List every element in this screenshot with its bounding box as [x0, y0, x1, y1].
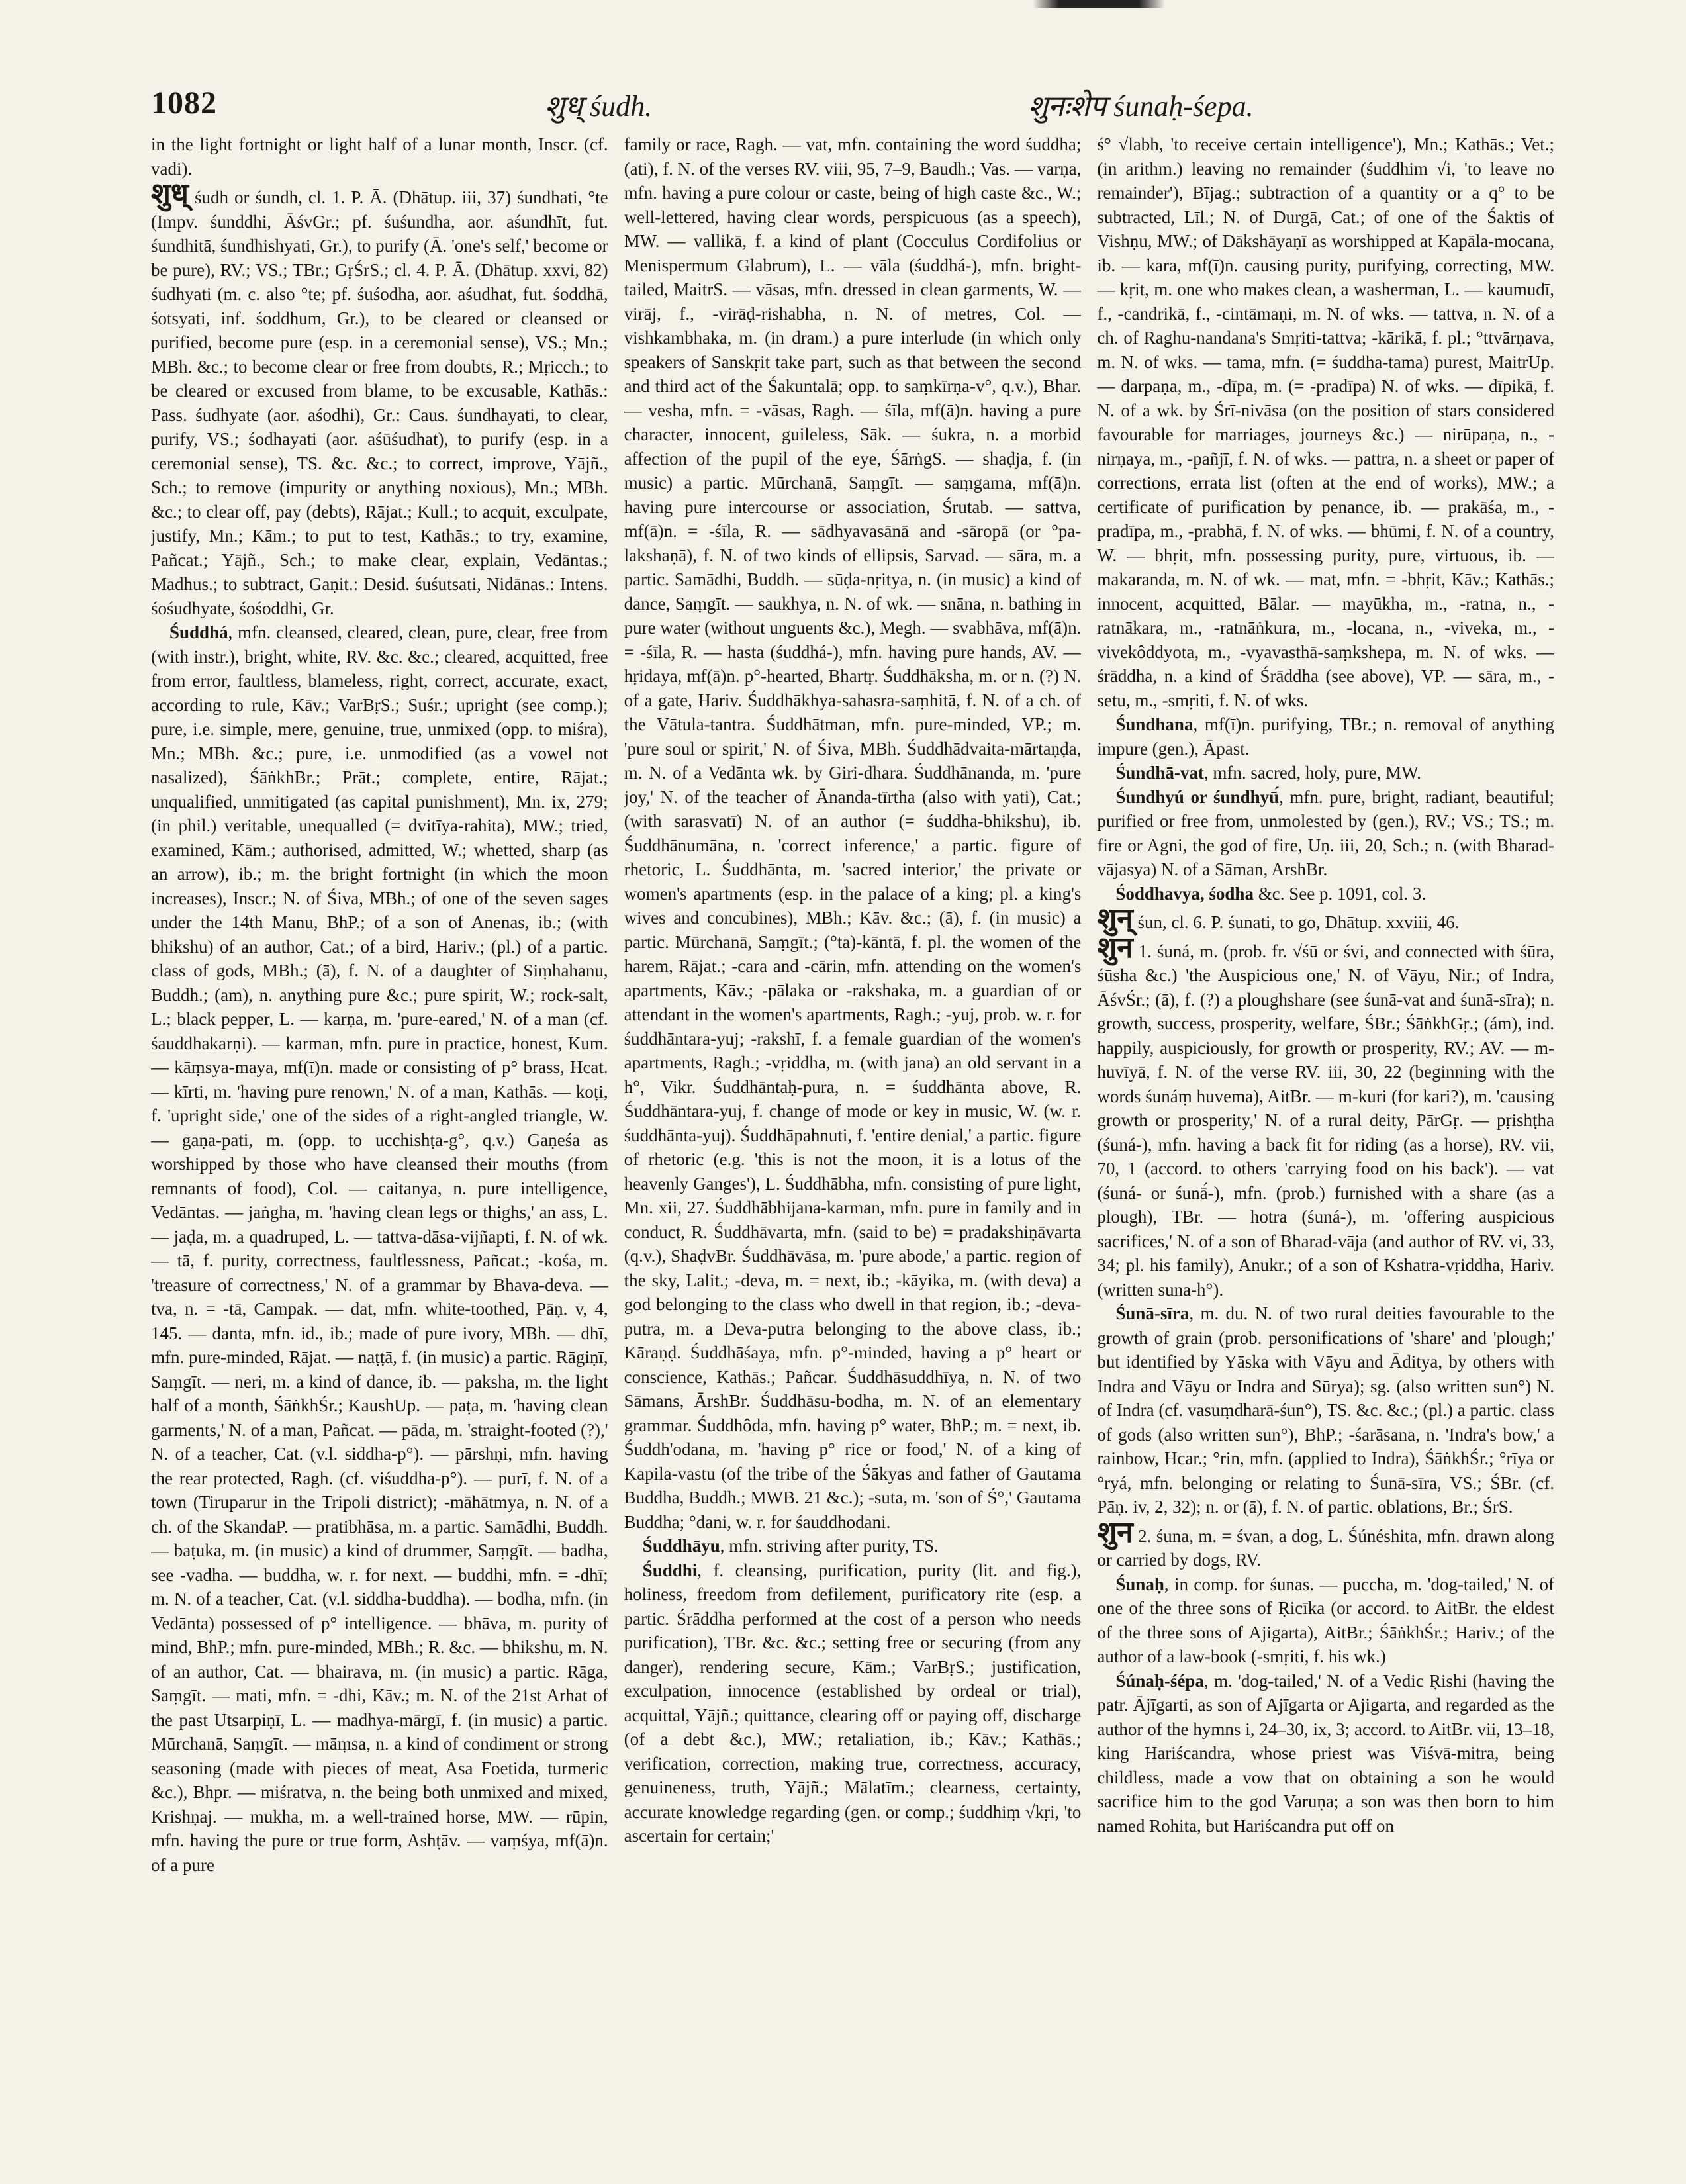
headword: Śunaḥ — [1115, 1574, 1164, 1594]
column-1 — [151, 132, 608, 2118]
entry-paragraph — [151, 620, 608, 1877]
entry-paragraph — [151, 177, 608, 620]
entry-text: , mfn. pure, bright, radiant, beautiful; purified or free from, unmolested by (gen.), RV.; VS.; TS.; m. fire or Agni, the god of fire, Uṇ. iii, 20, Sch.; n. (with Bharad-vājasya) N. of a Sāman, ArshBr. — [1097, 786, 1555, 879]
entry-text: 1. śuná, m. (prob. fr. √śū or śvi, and connected with śūra, śūsha &c.) 'the Auspicious one,' N. of Vāyu, Nir.; of Indra, ĀśvŚr.; (ā), f. (?) a ploughshare (see śunā-vat and śunā-sīra); n. growth, success, prosperity, welfare, ŚBr.; ŚāṅkhGṛ.; (ám), ind. happily, auspiciously, for growth or prosperity, RV.; AV. — m-huvīyā, f. N. of the verse RV. iii, 30, 22 (beginning with the words śunáṃ huvema), AitBr. — m-kuri (for kari?), m. 'causing growth or prosperity,' N. of a rural deity, PārGṛ. — pṛishṭha (śuná-), mfn. having a back fit for riding (as a horse), RV. vii, 70, 1 (accord. to others 'carrying food on his back'). — vat (śuná- or śunā́-), mfn. (prob.) furnished with a share (as a plough), TBr. — hotra (śuná-), m. 'offering auspicious sacrifices,' N. of a son of Bharad-vāja (and author of RV. vi, 33, 34; pl. his family), Anukr.; of a son of Kshatra-vṛiddha, Hariv. (written suna-h°). — [1097, 941, 1555, 1300]
entry-text: 2. śuna, m. = śvan, a dog, L. Śúnéshita, mfn. drawn along or carried by dogs, RV. — [1097, 1525, 1555, 1570]
headword: Śuddhāyu — [642, 1536, 720, 1556]
entry-text: , mfn. cleansed, cleared, clean, pure, clear, free from (with instr.), bright, white, RV. &c. &c.; cleared, acquitted, free from error, faultless, blameless, right, correct, accurate, exact, according to rule, Kāv.; VarBṛS.; Suśr.; upright (see comp.); pure, i.e. simple, mere, genuine, true, unmixed (opp. to miśra), Mn.; MBh. &c.; pure, i.e. unmodified (as a vowel not nasalized), ŚāṅkhBr.; Prāt.; complete, entire, Rājat.; unqualified, unmitigated (as capital punishment), Mn. ix, 279; (in phil.) veritable, unequalled (= dvitīya-rahita), MW.; tried, examined, Kām.; authorised, admitted, W.; whetted, sharp (as an arrow), ib.; m. the bright fortnight (in which the moon increases), Inscr.; N. of Śiva, MBh.; of one of the seven sages under the 14th Manu, BhP.; of a son of Anenas, ib.; (with bhikshu) of an author, Cat.; of a bird, Hariv.; (pl.) of a partic. class of gods, MBh.; (ā), f. N. of a daughter of Siṃhahanu, Buddh.; (am), n. anything pure &c.; pure spirit, W.; rock-salt, L.; black pepper, L. — karṇa, m. 'pure-eared,' N. of a man (cf. śauddhakarṇi). — karman, mfn. pure in practice, honest, Kum. — kāṃsya-maya, mf(ī)n. made or consisting of p° brass, Hcat. — kīrti, m. 'having pure renown,' N. of a man, Kathās. — koṭi, f. 'upright side,' one of the sides of a right-angled triangle, W. — gaṇa-pati, m. (opp. to ucchishṭa-g°, q.v.) Gaṇeśa as worshipped by those who have cleansed their mouths (from remnants of food), Col. — caitanya, n. pure intelligence, Vedāntas. — jaṅgha, m. 'having clean legs or thighs,' an ass, L. — jaḍa, m. a quadruped, L. — tattva-dāsa-vijñapti, f. N. of wk. — tā, f. purity, correctness, faultlessness, Pañcat.; -kośa, m. 'treasure of correctness,' N. of a grammar by Bhava-deva. — tva, n. = -tā, Campak. — dat, mfn. white-toothed, Pāṇ. v, 4, 145. — danta, mfn. id., ib.; made of pure ivory, MBh. — dhī, mfn. pure-minded, Rājat. — naṭṭā, f. (in music) a partic. Rāgiṇī, Saṃgīt. — neri, m. a kind of dance, ib. — paksha, m. the light half of a month, ŚāṅkhŚr.; KaushUp. — paṭa, m. 'having clean garments,' N. of a man, Pañcat. — pāda, m. 'straight-footed (?),' N. of a teacher, Cat. (v.l. siddha-p°). — pārshṇi, mfn. having the rear protected, Ragh. (cf. viśuddha-p°). — purī, f. N. of a town (Tiruparur in the Tripoli district); -māhātmya, n. N. of a ch. of the SkandaP. — pratibhāsa, m. a partic. Samādhi, Buddh. — baṭuka, m. (in music) a kind of drummer, Saṃgīt. — badha, see -vadha. — buddha, w. r. for next. — buddhi, mfn. = -dhī; m. N. of a teacher, Cat. (v.l. siddha-buddha). — bodha, mfn. (in Vedānta) possessed of p° intelligence. — bhāva, m. purity of mind, BhP.; mfn. pure-minded, MBh.; R. &c. — bhikshu, m. N. of an author, Cat. — bhairava, m. (in music) a partic. Rāga, Saṃgīt. — mati, mfn. = -dhi, Kāv.; m. N. of the 21st Arhat of the past Utsarpiṇī, L. — madhya-mārgī, f. (in music) a partic. Mūrchanā, Saṃgīt. — māṃsa, n. a kind of condiment or strong seasoning (made with pieces of meat, Asa Foetida, turmeric &c.), Bhpr. — miśratva, n. the being both unmixed and mixed, Krishṇaj. — mukha, m. a well-trained horse, MW. — rūpin, mfn. having the pure or true form, Ashṭāv. — vaṃśya, mf(ā)n. of a pure — [151, 622, 608, 1875]
entry-text: , mf(ī)n. purifying, TBr.; n. removal of anything impure (gen.), Āpast. — [1097, 714, 1555, 759]
entry-text: , f. cleansing, purification, purity (lit. and fig.), holiness, freedom from defilement, purificatory rite (esp. a partic. Śrāddha performed at the cost of a person who needs purification), TBr. &c. &c.; setting free or securing (from any danger), rendering secure, Kām.; VarBṛS.; justification, exculpation, innocence (established by ordeal or trial), acquittal, Yājñ.; quittance, clearing off or paying off, discharge (of a debt &c.), MW.; retaliation, ib.; Kāv.; Kathās.; verification, correction, making true, correctness, accuracy, genuineness, truth, Yājñ.; Mālatīm.; clearness, certainty, accurate knowledge regarding (gen. or comp.; śuddhiṃ √kṛi, 'to ascertain for certain;' — [624, 1560, 1082, 1846]
entry-text: in the light fortnight or light half of a lunar month, Inscr. (cf. vadi). — [151, 134, 608, 179]
headword: Śundhā-vat — [1115, 763, 1204, 783]
entry-text: , m. 'dog-tailed,' N. of a Vedic Ṛishi (having the patr. Ājīgarti, as son of Ajīgarta or Ajigarta, and regarded as the author of the hymns i, 24–30, ix, 3; accord. to AitBr. vii, 13–18, king Hariścandra, whose priest was Viśvā-mitra, being childless, made a vow that on obtaining a son he would sacrifice him to the god Varuṇa; a son was then born to him named Rohita, but Hariścandra put off on — [1097, 1670, 1555, 1836]
entry-text: śun, cl. 6. P. śunati, to go, Dhātup. xxviii, 46. — [1133, 912, 1460, 932]
dictionary-columns — [151, 132, 1554, 2118]
column-3 — [1097, 132, 1554, 2118]
root-devanagari: शुन — [1097, 1515, 1133, 1549]
root-devanagari: शुध् — [151, 177, 189, 211]
headword: Śoddhavya, śodha — [1115, 883, 1254, 904]
headword: Śuddhá — [169, 622, 228, 642]
entry-text: ś° √labh, 'to receive certain intelligence'), Mn.; Kathās.; Vet.; (in arithm.) leaving no remainder (śuddhim √i, 'to leave no remainder'), Bījag.; subtraction of a quantity or a q° to be subtracted, Līl.; N. of Durgā, Cat.; of one of the Śaktis of Vishṇu, MW.; of Dākshāyaṇī as worshipped at Kapāla-mocana, ib. — kara, mf(ī)n. causing purity, purifying, correcting, MW. — kṛit, m. one who makes clean, a washerman, L. — kaumudī, f., -candrikā, f., -cintāmaṇi, m. N. of wks. — tattva, n. N. of a ch. of Raghu-nandana's Smṛiti-tattva; -kārikā, f. pl.; °ttvārṇava, m. N. of wks. — tama, mfn. (= śuddha-tama) purest, MaitrUp. — darpaṇa, m., -dīpa, m. (= -pradīpa) N. of wks. — dīpikā, f. N. of a wk. by Śrī-nivāsa (on the position of stars considered favourable for marriages, journeys &c.) — nirūpaṇa, n., -nirṇaya, m., -pañjī, f. N. of wks. — pattra, n. a sheet or paper of corrections, errata list (often at the end of works), MW.; a certificate of purification by penance, ib. — prakāśa, m., -pradīpa, m., -prabhā, f. N. of wks. — bhūmi, f. N. of a country, W. — bhṛit, mfn. possessing purity, pure, virtuous, ib. — makaranda, m. N. of wk. — mat, mfn. = -bhṛit, Kāv.; Kathās.; innocent, acquitted, Bālar. — mayūkha, m., -ratna, n., -ratnākara, m., -ratnāṅkura, m., -locana, n., -viveka, m., -vivekôddyota, m., -vyavasthā-saṃkshepa, m. N. of wks. — śrāddha, n. a kind of Śrāddha (see above), VP. — sāra, m., -setu, m., -smṛiti, f. N. of wks. — [1097, 134, 1555, 710]
entry-text: , m. du. N. of two rural deities favourable to the growth of grain (prob. personifications of 'share' and 'plough;' but identified by Yāska with Vāyu and Āditya, by others with Indra and Vāyu or Indra and Sūrya); sg. (also written sun°) N. of Indra (cf. vasuṃdharā-śun°), TS. &c. &c.; (pl.) a partic. class of gods (also written sun°), BhP.; -śarāsana, n. 'Indra's bow,' a rainbow, Hcar.; °rin, mfn. (applied to Indra), ŚāṅkhŚr.; °rīya or °ryá, mfn. belonging or relating to Śunā-sīra, VS.; ŚBr. (cf. Pāṇ. iv, 2, 32); n. or (ā), f. N. of partic. oblations, Br.; ŚrS. — [1097, 1304, 1555, 1517]
entry-paragraph — [1097, 785, 1554, 882]
entry-paragraph — [1097, 882, 1554, 906]
entry-paragraph — [1097, 761, 1554, 785]
entry-text: &c. See p. 1091, col. 3. — [1253, 883, 1427, 904]
headword: Śunā-sīra — [1115, 1304, 1190, 1323]
entry-paragraph — [624, 1534, 1082, 1558]
guide-word-right: शुनःशेप śunaḥ-śepa. — [1028, 90, 1254, 122]
entry-paragraph — [1097, 1515, 1555, 1572]
entry-paragraph — [1097, 1669, 1554, 1838]
entry-paragraph — [1097, 902, 1554, 935]
root-devanagari: शुन् — [1097, 902, 1133, 935]
entry-paragraph — [1097, 712, 1554, 761]
entry-text: , mfn. striving after purity, TS. — [720, 1536, 939, 1556]
entry-text: family or race, Ragh. — vat, mfn. containing the word śuddha; (ati), f. N. of the verses RV. viii, 95, 7–9, Baudh.; Vas. — varṇa, mfn. having a pure colour or caste, being of high caste &c., W.; well-lettered, having clear words, perspicuous (as a speech), MW. — vallikā, f. a kind of plant (Cocculus Cordifolius or Menispermum Glabrum), L. — vāla (śuddhá-), mfn. bright-tailed, MaitrS. — vāsas, mfn. dressed in clean garments, W. — virāj, f., -virāḍ-rishabha, n. N. of metres, Col. — vishkambhaka, m. (in dram.) a pure interlude (in which only speakers of Sanskṛit take part, such as that between the second and third act of the Śakuntalā; opp. to saṃkīrṇa-v°, q.v.), Bhar. — vesha, mfn. = -vāsas, Ragh. — śīla, mf(ā)n. having a pure character, innocent, guileless, Sāk. — śukra, n. a morbid affection of the pupil of the eye, ŚārṅgS. — shaḍja, f. (in music) a partic. Mūrchanā, Saṃgīt. — saṃgama, mf(ā)n. having pure intercourse or association, Śrutab. — sattva, mf(ā)n. = -śīla, R. — sādhyavasānā and -sāropā (or °pa-lakshaṇā), f. N. of two kinds of ellipsis, Sarvad. — sāra, m. a partic. Samādhi, Buddh. — sūḍa-nṛitya, n. (in music) a kind of dance, Saṃgīt. — saukhya, n. N. of wk. — snāna, n. bathing in pure water (without unguents &c.), Megh. — svabhāva, mf(ā)n. = -śīla, R. — hasta (śuddhá-), mfn. having pure hands, AV. — hṛidaya, mf(ā)n. p°-hearted, Bhartṛ. Śuddhāksha, m. or n. (?) N. of a gate, Hariv. Śuddhākhya-sahasra-saṃhitā, f. N. of a ch. of the Vātula-tantra. Śuddhātman, mfn. pure-minded, VP.; m. 'pure soul or spirit,' N. of Śiva, MBh. Śuddhādvaita-mārtaṇḍa, m. N. of a Vedānta wk. by Giri-dhara. Śuddhānanda, m. 'pure joy,' N. of the teacher of Ānanda-tīrtha (also with yati), Cat.; (with sarasvatī) N. of an author (= śuddha-bhikshu), ib. Śuddhānumāna, n. 'correct inference,' a partic. figure of rhetoric, L. Śuddhānta, m. 'sacred interior,' the private or women's apartments (esp. in the palace of a king; pl. a king's wives and concubines), MBh.; Kāv. &c.; (ā), f. (in music) a partic. Mūrchanā, Saṃgīt.; (°ta)-kāntā, f. pl. the women of the harem, Rājat.; -cara and -cārin, mfn. attending on the women's apartments, Kāv.; -pālaka or -rakshaka, m. a guardian of or attendant in the women's apartments, Ragh.; -yuj, prob. w. r. for śuddhāntara-yuj; -rakshī, f. a female guardian of the women's apartments, Ragh.; -vṛiddha, m. (with jana) an old servant in a h°, Vikr. Śuddhāntaḥ-pura, n. = śuddhānta above, R. Śuddhāntara-yuj, f. change of mode or key in music, W. (w. r. śuddhānta-yuj). Śuddhāpahnuti, f. 'entire denial,' a partic. figure of rhetoric (e.g. 'this is not the moon, it is a lotus of the heavenly Ganges'), L. Śuddhābha, mfn. consisting of pure light, Mn. xii, 27. Śuddhābhijana-karman, mfn. pure in family and in conduct, R. Śuddhāvarta, mfn. (said to be) = pradakshiṇāvarta (q.v.), ShaḍvBr. Śuddhāvāsa, m. 'pure abode,' a partic. region of the sky, Lalit.; -deva, m. = next, ib.; -kāyika, m. (with deva) a god belonging to the class who dwell in that region, ib.; -deva-putra, m. a Deva-putra belonging to the above class, ib.; Kāraṇḍ. Śuddhāśaya, mfn. p°-minded, having a p° heart or conscience, Kathās.; Pañcar. Śuddhāsuddhīya, n. N. of two Sāmans, ĀrshBr. Śuddhāsu-bodha, m. N. of an elementary grammar. Śuddhôda, mfn. having p° water, BhP.; m. = next, ib. Śuddh'odana, m. 'having p° rice or food,' N. of a king of Kapila-vastu (of the tribe of the Śākyas and father of Gautama Buddha, Buddh.; MWB. 21 &c.); -suta, m. 'son of Ś°,' Gautama Buddha; °dani, w. r. for śauddhodani. — [624, 134, 1082, 1532]
entry-paragraph — [1097, 1302, 1554, 1519]
entry-paragraph — [624, 132, 1082, 1534]
root-devanagari: शुन — [1097, 930, 1133, 965]
scan-artifact — [1033, 0, 1165, 8]
entry-paragraph — [151, 132, 608, 181]
headword: Śúnaḥ-śépa — [1115, 1670, 1204, 1691]
headword: Śundhyú or śundhyū́ — [1115, 786, 1280, 807]
page-number: 1082 — [151, 85, 217, 120]
entry-paragraph — [624, 1558, 1082, 1848]
headword: Śundhana — [1115, 714, 1194, 734]
headword: Śuddhi — [642, 1560, 698, 1580]
entry-text: śudh or śundh, cl. 1. P. Ā. (Dhātup. iii, 37) śundhati, °te (Impv. śunddhi, ĀśvGr.; pf. śuśundha, aor. aśundhīt, fut. śundhitā, śundhishyati, Gr.), to purify (Ā. 'one's self,' become or be pure), RV.; VS.; TBr.; GṛŚrS.; cl. 4. P. Ā. (Dhātup. xxvi, 82) śudhyati (m. c. also °te; pf. śuśodha, aor. aśudhat, fut. śoddhā, śotsyati, inf. śoddhum, Gr.), to be cleared or cleansed or purified, become pure (esp. in a ceremonial sense), VS.; Mn.; MBh. &c.; to become clear or free from doubts, R.; Mṛicch.; to be cleared or excused from blame, to be excusable, Kathās.: Pass. śudhyate (aor. aśodhi), Gr.: Caus. śundhayati, to clear, purify, VS.; śodhayati (aor. aśūśudhat), to purify (esp. in a ceremonial sense), TS. &c. &c.; to correct, improve, Yājñ., Sch.; to remove (impurity or anything noxious), Mn.; MBh. &c.; to clear off, pay (debts), Rājat.; Kull.; to acquit, exculpate, justify, Mn.; Kām.; to put to test, Kathās.; to try, examine, Pañcat.; Yājñ., Sch.; to make clear, explain, Vedāntas.; Madhus.; to subtract, Gaṇit.: Desid. śuśutsati, Nidānas.: Intens. śośudhyate, śośoddhi, Gr. — [151, 187, 608, 618]
entry-text: , in comp. for śunas. — puccha, m. 'dog-tailed,' N. of one of the three sons of Ṛicīka (or accord. to AitBr. the eldest of the three sons of Ajigarta), AitBr.; ŚāṅkhŚr.; Hariv.; of the author of a law-book (-smṛiti, f. his wk.) — [1097, 1574, 1555, 1666]
entry-paragraph — [1097, 930, 1555, 1302]
entry-paragraph — [1097, 1572, 1554, 1669]
column-2 — [624, 132, 1082, 2118]
entry-text: , mfn. sacred, holy, pure, MW. — [1203, 763, 1421, 783]
guide-word-left: शुध् śudh. — [545, 90, 653, 122]
entry-paragraph — [1097, 132, 1554, 712]
page-header — [151, 85, 1554, 131]
